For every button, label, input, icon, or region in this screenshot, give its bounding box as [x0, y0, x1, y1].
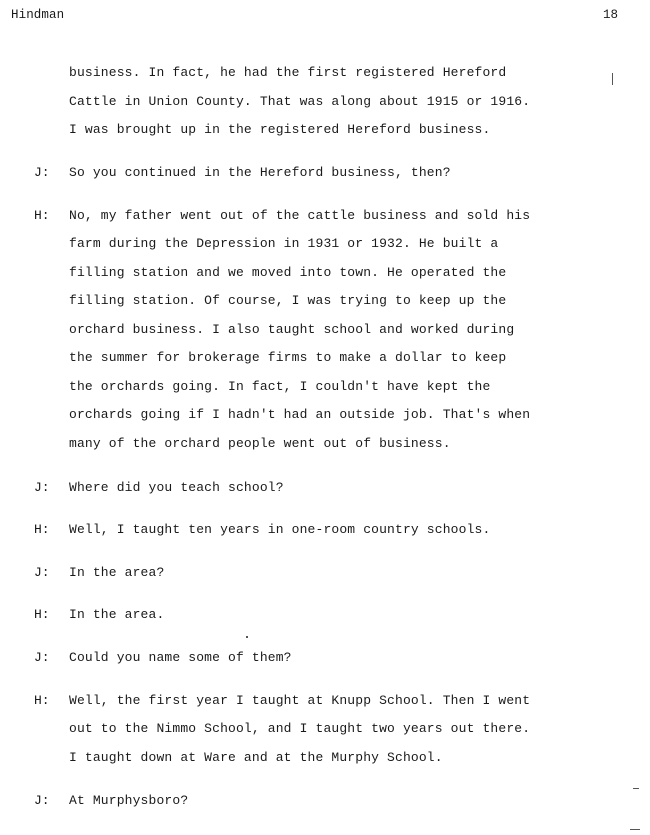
transcript-line: Could you name some of them?	[69, 650, 292, 665]
transcript-line: farm during the Depression in 1931 or 1932. He built a	[69, 236, 499, 251]
speaker-label: J:	[34, 565, 50, 580]
transcript-line: the orchards going. In fact, I couldn't have kept the	[69, 379, 491, 394]
transcript-line: In the area?	[69, 565, 165, 580]
transcript-line: filling station and we moved into town. He operated the	[69, 265, 507, 280]
speaker-label: J:	[34, 650, 50, 665]
transcript-line: Well, the first year I taught at Knupp School. Then I went	[69, 693, 531, 708]
transcript-line: Well, I taught ten years in one-room country schools.	[69, 522, 491, 537]
transcript-line: orchard business. I also taught school and worked during	[69, 322, 515, 337]
transcript-line: out to the Nimmo School, and I taught two years out there.	[69, 721, 531, 736]
transcript-line: I was brought up in the registered Hereford business.	[69, 122, 491, 137]
speaker-label: J:	[34, 165, 50, 180]
speaker-label: H:	[34, 522, 50, 537]
speaker-label: H:	[34, 693, 50, 708]
speaker-label: H:	[34, 607, 50, 622]
transcript-line: the summer for brokerage firms to make a dollar to keep	[69, 350, 507, 365]
transcript-line: No, my father went out of the cattle business and sold his	[69, 208, 531, 223]
scan-mark	[630, 829, 640, 830]
page-number: 18	[603, 8, 619, 22]
transcript-line: In the area.	[69, 607, 165, 622]
transcript-line: orchards going if I hadn't had an outside job. That's when	[69, 407, 531, 422]
scan-mark	[633, 788, 639, 789]
transcript-line: So you continued in the Hereford business, then?	[69, 165, 451, 180]
header-name: Hindman	[11, 8, 65, 22]
scan-mark	[246, 636, 248, 638]
transcript-line: filling station. Of course, I was trying to keep up the	[69, 293, 507, 308]
transcript-line: Cattle in Union County. That was along about 1915 or 1916.	[69, 94, 531, 109]
transcript-line: I taught down at Ware and at the Murphy School.	[69, 750, 443, 765]
speaker-label: J:	[34, 480, 50, 495]
transcript-line: many of the orchard people went out of business.	[69, 436, 451, 451]
speaker-label: J:	[34, 793, 50, 808]
transcript-line: At Murphysboro?	[69, 793, 189, 808]
scan-mark	[612, 73, 613, 85]
speaker-label: H:	[34, 208, 50, 223]
transcript-line: Where did you teach school?	[69, 480, 284, 495]
transcript-line: business. In fact, he had the first registered Hereford	[69, 65, 507, 80]
